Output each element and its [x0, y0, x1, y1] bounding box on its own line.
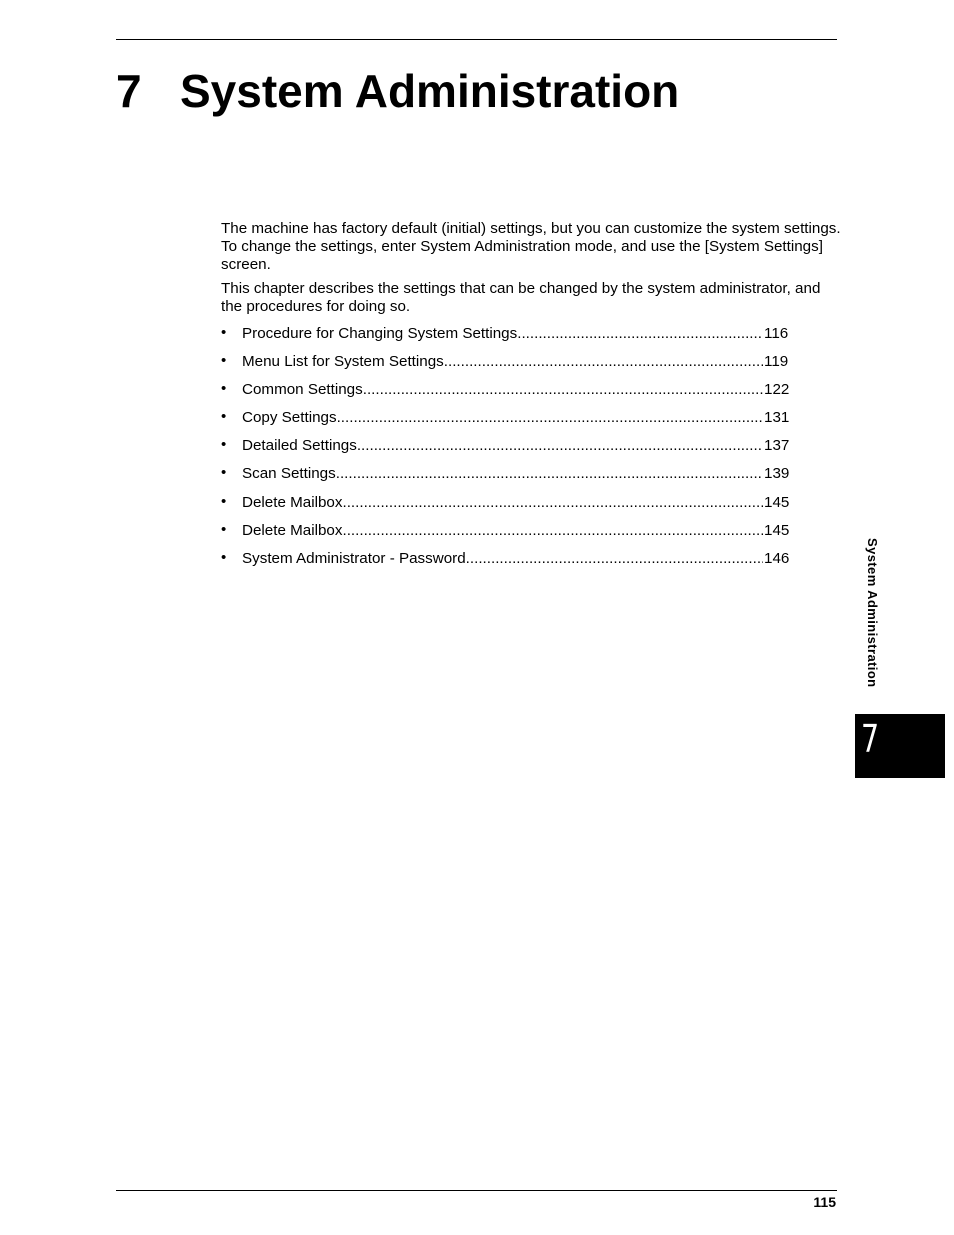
bullet-icon: • — [221, 492, 227, 510]
bullet-icon: • — [221, 548, 227, 566]
toc-dot-leader — [357, 437, 763, 454]
page-number: 115 — [813, 1194, 836, 1210]
toc-item-procedure-for-changing-system-settings[interactable] — [221, 325, 791, 353]
toc-item-label: Detailed Settings — [242, 437, 357, 455]
toc-item-page: 137 — [764, 437, 790, 455]
toc-item-label: System Administrator - Password — [242, 549, 466, 567]
bullet-icon: • — [221, 436, 227, 454]
toc-item-copy-settings[interactable] — [221, 409, 791, 437]
toc-item-page: 131 — [764, 409, 790, 427]
toc-item-menu-list-for-system-settings[interactable] — [221, 353, 791, 381]
toc-item-delete-mailbox[interactable] — [221, 522, 791, 550]
bullet-icon: • — [221, 352, 227, 370]
toc-item-page: 116 — [764, 325, 789, 342]
chapter-number: 7 — [116, 65, 142, 117]
toc-dot-leader — [517, 325, 763, 342]
chapter-title: System Administration — [180, 65, 680, 117]
intro-paragraph-1: The machine has factory default (initial) settings, but you can customize the system settings. To change the settings, enter System Administration mode, and use the [System Settings] screen. — [221, 220, 841, 273]
chapter-tab-number: 7 — [861, 717, 880, 761]
bullet-icon: • — [221, 324, 227, 341]
bullet-icon: • — [221, 520, 227, 538]
intro-paragraph-2: This chapter describes the settings that can be changed by the system administrator, and the procedures for doing so. — [221, 280, 821, 315]
toc-dot-leader — [337, 409, 763, 426]
toc-dot-leader — [444, 353, 763, 370]
toc-dot-leader — [336, 465, 763, 482]
toc-item-page: 119 — [764, 353, 789, 371]
toc-item-page: 146 — [764, 549, 790, 567]
chapter-heading — [116, 64, 679, 118]
toc-item-page: 145 — [764, 521, 790, 539]
intro-text — [221, 220, 841, 322]
toc-dot-leader — [466, 550, 763, 567]
toc-dot-leader — [363, 381, 763, 398]
toc-item-label: Menu List for System Settings — [242, 353, 444, 371]
toc-item-label: Scan Settings — [242, 465, 336, 483]
side-section-label: System Administration — [865, 538, 880, 688]
toc-item-page: 139 — [764, 465, 790, 483]
toc-item-label: Common Settings — [242, 381, 363, 399]
table-of-contents — [221, 325, 791, 578]
toc-item-label: Delete Mailbox — [242, 493, 343, 511]
header-rule — [116, 39, 837, 40]
bullet-icon: • — [221, 408, 227, 426]
chapter-tab — [855, 714, 945, 778]
footer-rule — [116, 1190, 837, 1191]
toc-item-delete-mailbox[interactable] — [221, 494, 791, 522]
toc-item-detailed-settings[interactable] — [221, 437, 791, 465]
toc-item-label: Procedure for Changing System Settings — [242, 325, 518, 342]
toc-item-system-administrator-password[interactable] — [221, 550, 791, 578]
toc-dot-leader — [342, 494, 763, 511]
toc-item-label: Delete Mailbox — [242, 521, 343, 539]
toc-item-common-settings[interactable] — [221, 381, 791, 409]
toc-item-scan-settings[interactable] — [221, 465, 791, 493]
toc-item-label: Copy Settings — [242, 409, 337, 427]
toc-dot-leader — [342, 522, 763, 539]
toc-item-page: 145 — [764, 493, 790, 511]
toc-item-page: 122 — [764, 381, 790, 399]
bullet-icon: • — [221, 464, 227, 482]
bullet-icon: • — [221, 380, 227, 398]
